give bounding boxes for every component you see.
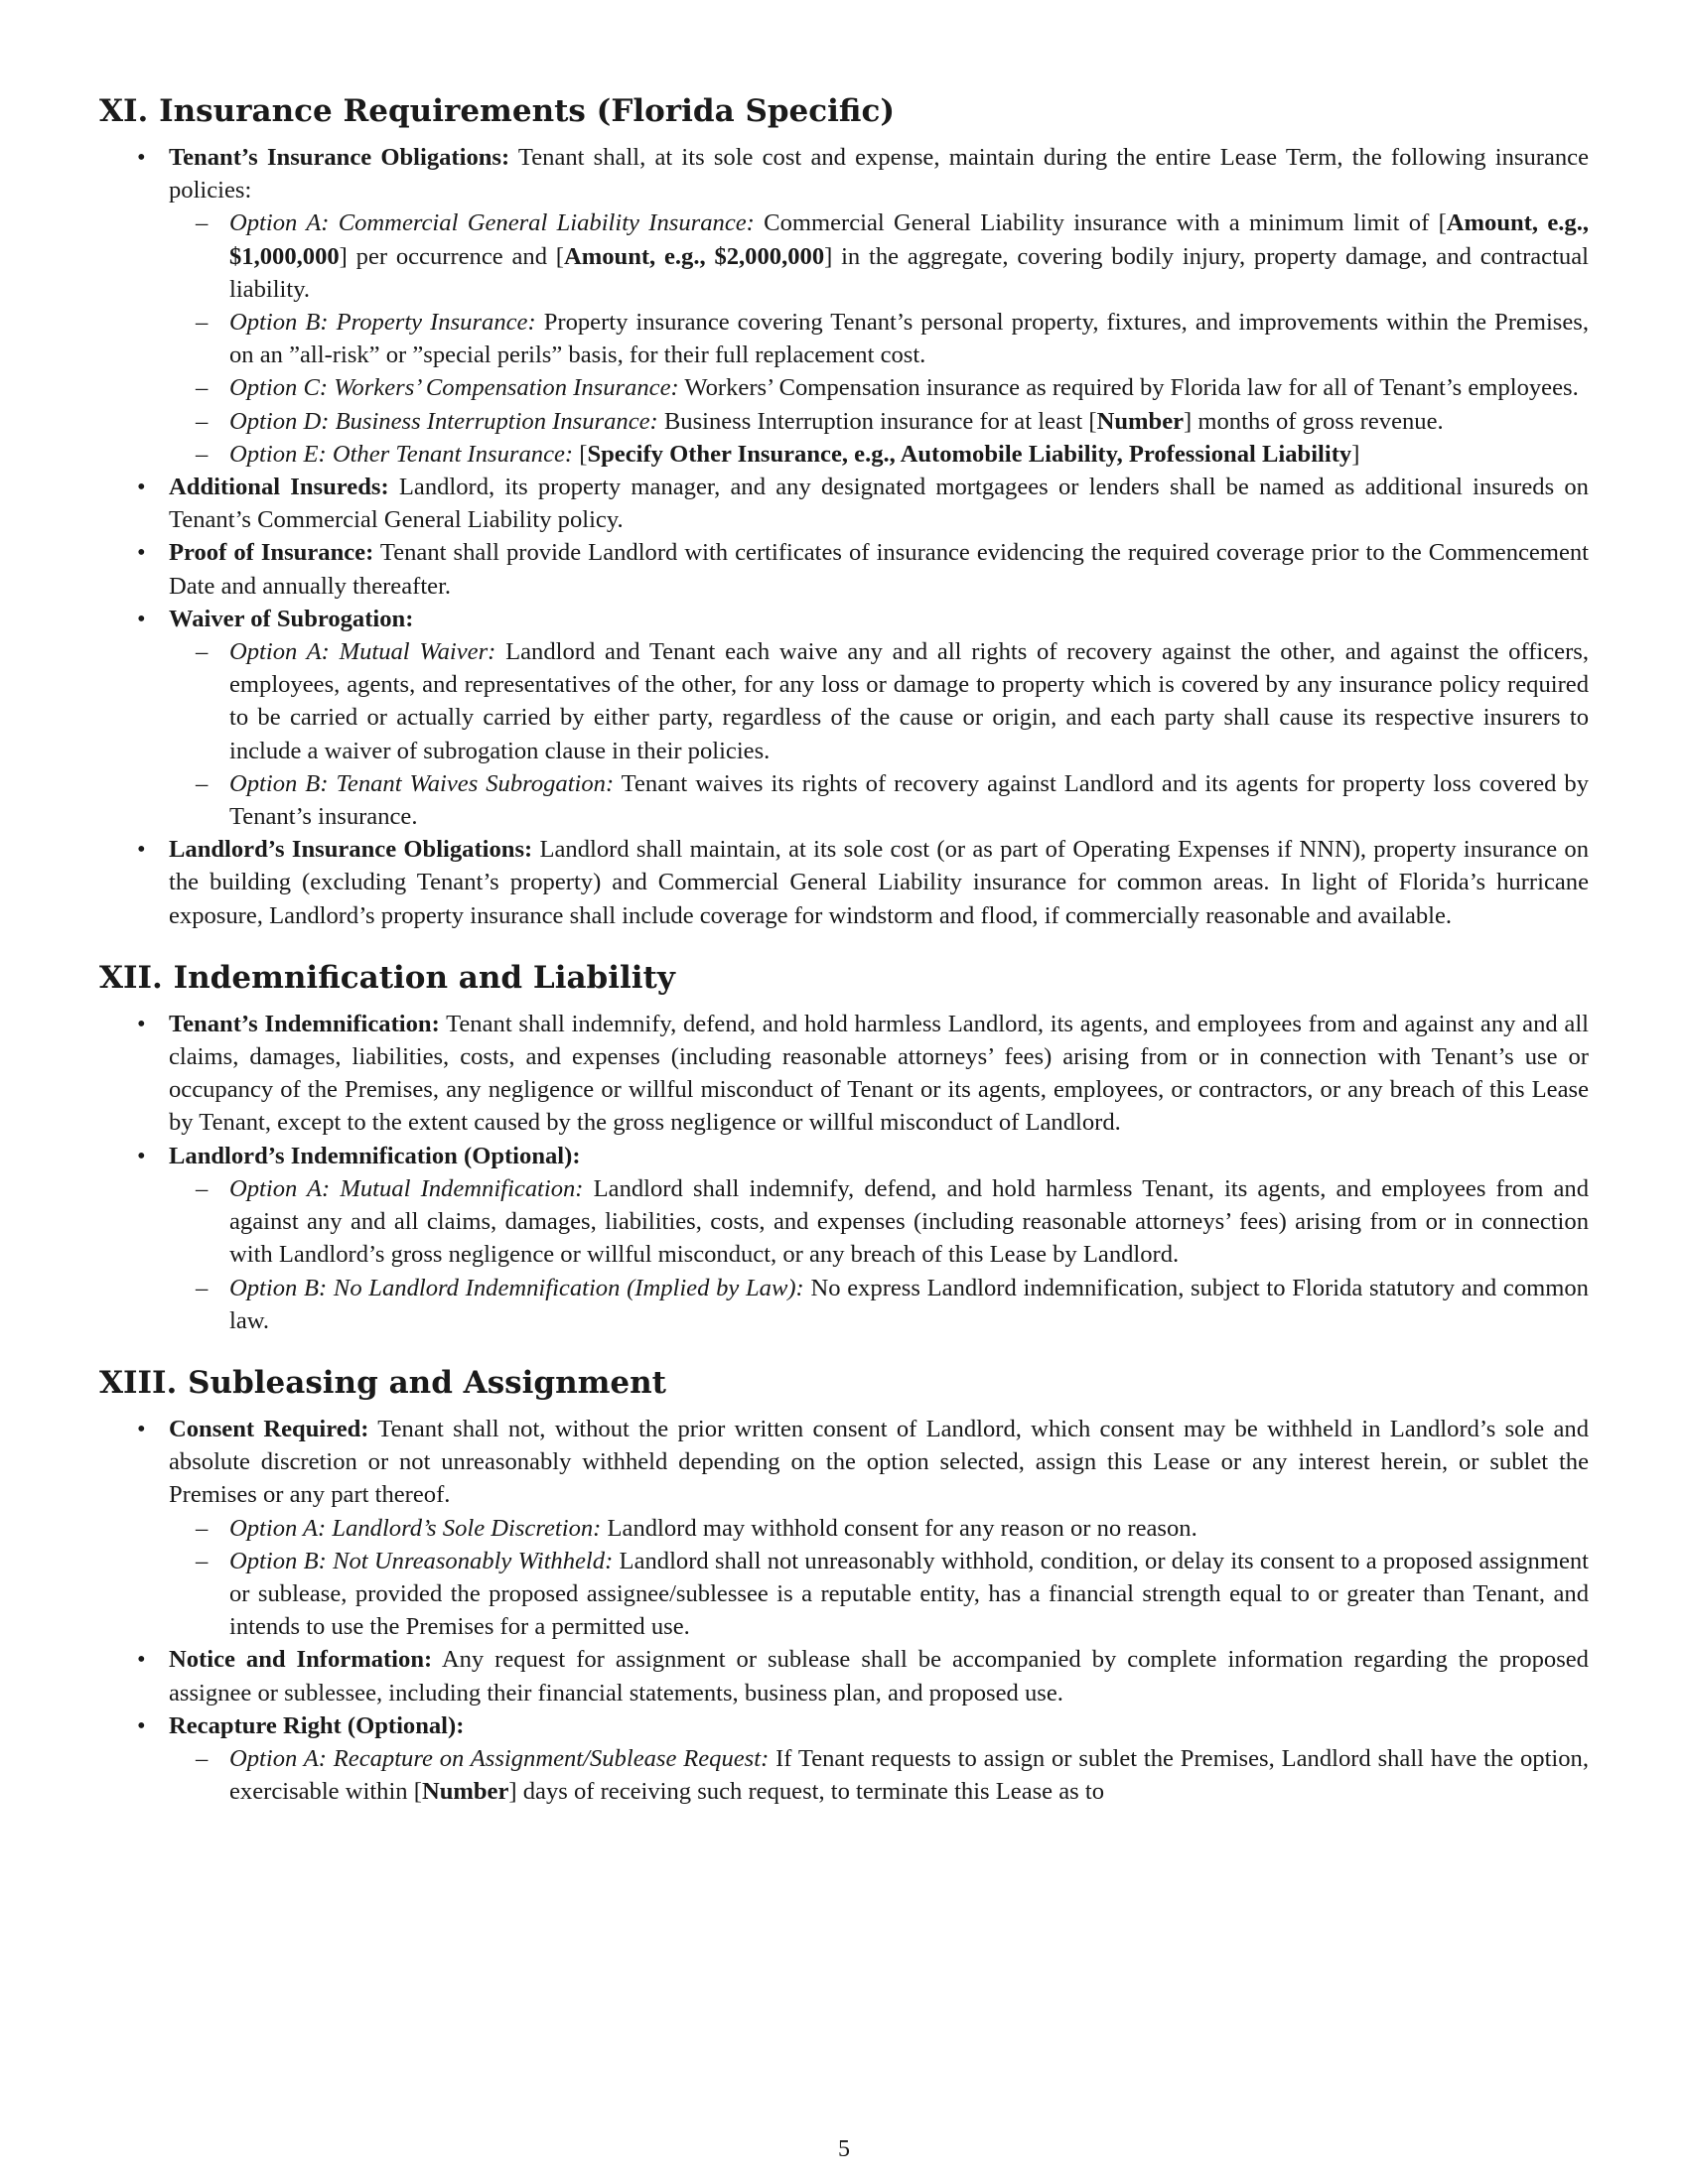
clause-label: Tenant’s Insurance Obligations: [169, 144, 510, 171]
clause-label: Additional Insureds: [169, 474, 389, 501]
clause-tenant-indemnification [99, 1008, 1589, 1140]
option-label: Option A: Mutual Indemnification: [229, 1174, 584, 1202]
option-item [169, 1272, 1589, 1337]
clause-text: Tenant shall provide Landlord with certificates of insurance evidencing the required coverage prior to the Commencement Date and annually thereafter. [169, 539, 1589, 600]
option-list [169, 1742, 1589, 1808]
option-text: Landlord and Tenant each waive any and all rights of recovery against the other, and against the officers, employees, agents, and representatives of the other, for any loss or damage to property which is covered by any insurance policy required to be carried or actually carried by either party, regardless of the cause or origin, and each party shall cause its respective insurers to include a waiver of subrogation clause in their policies. [229, 638, 1589, 764]
placeholder-amount: Amount, e.g., $1,000,000 [229, 209, 1589, 270]
clause-proof-of-insurance [99, 536, 1589, 602]
section-title-indemnification: XII. Indemnification and Liability [99, 959, 675, 996]
option-item [169, 306, 1589, 371]
option-text: Commercial General Liability insurance with a minimum limit of [ [754, 209, 1447, 237]
option-list [169, 1512, 1589, 1644]
clause-text: Tenant shall not, without the prior written consent of Landlord, which consent may be withheld in Landlord’s sole and absolute discretion or not unreasonably withheld depending on the option selected, assign this Lease or any interest herein, or sublet the Premises or any part thereof. [169, 1415, 1589, 1509]
placeholder-number: Number [1096, 407, 1185, 435]
option-text: ] months of gross revenue. [1184, 407, 1444, 435]
option-item [169, 371, 1589, 404]
option-text: No express Landlord indemnification, subject to Florida statutory and common law. [229, 1274, 1589, 1334]
clause-tenant-insurance-obligations [99, 141, 1589, 471]
clause-recapture-right [99, 1709, 1589, 1809]
option-item [169, 438, 1589, 471]
option-text: Tenant waives its rights of recovery against Landlord and its agents for property loss covered by Tenant’s insurance. [229, 769, 1589, 831]
option-item [169, 405, 1589, 438]
option-label: Option A: Mutual Waiver: [229, 638, 496, 666]
option-label: Option D: Business Interruption Insurance: [229, 407, 658, 435]
clause-text: Tenant shall, at its sole cost and expense, maintain during the entire Lease Term, the following insurance policies: [169, 144, 1589, 205]
clause-label: Notice and Information: [169, 1646, 433, 1674]
placeholder-amount: Amount, e.g., $2,000,000 [563, 242, 825, 270]
option-text: [ [573, 440, 588, 468]
option-list [169, 635, 1589, 833]
option-item [169, 1545, 1589, 1644]
clause-label: Landlord’s Indemnification (Optional): [169, 1142, 581, 1169]
option-label: Option B: Not Unreasonably Withheld: [229, 1547, 614, 1574]
clause-notice-and-information [99, 1643, 1589, 1708]
clause-text: Any request for assignment or sublease shall be accompanied by complete information regarding the proposed assignee or sublessee, including their financial statements, business plan, and proposed use. [169, 1646, 1589, 1706]
option-text: ] per occurrence and [ [339, 242, 564, 270]
option-label: Option A: Landlord’s Sole Discretion: [229, 1514, 602, 1542]
section-list-insurance [99, 141, 1589, 932]
section-list-indemnification [99, 1008, 1589, 1337]
option-item [169, 767, 1589, 833]
section-list-subleasing [99, 1413, 1589, 1808]
clause-text: Landlord shall maintain, at its sole cost (or as part of Operating Expenses if NNN), property insurance on the building (excluding Tenant’s property) and Commercial General Liability insurance for common areas. In light of Florida’s hurricane exposure, Landlord’s property insurance shall include coverage for windstorm and flood, if commercially reasonable and available. [169, 836, 1589, 929]
option-item [169, 1742, 1589, 1808]
option-label: Option B: No Landlord Indemnification (Implied by Law): [229, 1274, 804, 1301]
option-label: Option B: Tenant Waives Subrogation: [229, 769, 615, 797]
option-label: Option A: Commercial General Liability Insurance: [229, 209, 755, 237]
option-list [169, 206, 1589, 471]
option-item [169, 206, 1589, 306]
option-label: Option E: Other Tenant Insurance: [229, 440, 574, 468]
clause-label: Proof of Insurance: [169, 539, 374, 567]
option-text: Landlord shall not unreasonably withhold, condition, or delay its consent to a proposed assignment or sublease, provided the proposed assignee/sublessee is a reputable entity, has a financial strength equal to or greater than Tenant, and intends to use the Premises for a permitted use. [229, 1547, 1589, 1641]
option-label: Option A: Recapture on Assignment/Sublease Request: [229, 1744, 770, 1772]
option-text: ] in the aggregate, covering bodily injury, property damage, and contractual liability. [229, 242, 1589, 303]
clause-label: Landlord’s Insurance Obligations: [169, 836, 533, 864]
clause-label: Recapture Right (Optional): [169, 1711, 465, 1739]
option-text: ] days of receiving such request, to terminate this Lease as to [508, 1778, 1105, 1806]
option-item [169, 1512, 1589, 1545]
option-text: Property insurance covering Tenant’s personal property, fixtures, and improvements within the Premises, on an ”all-risk” or ”special perils” basis, for their full replacement cost. [229, 309, 1589, 369]
clause-landlord-indemnification [99, 1140, 1589, 1337]
section-title-subleasing: XIII. Subleasing and Assignment [99, 1364, 666, 1401]
section-title-insurance: XI. Insurance Requirements (Florida Specific) [99, 93, 895, 129]
option-text: Workers’ Compensation insurance as required by Florida law for all of Tenant’s employees. [678, 374, 1579, 402]
clause-label: Waiver of Subrogation: [169, 605, 414, 632]
placeholder-number: Number [421, 1778, 509, 1806]
option-text: If Tenant requests to assign or sublet the Premises, Landlord shall have the option, exercisable within [ [229, 1744, 1590, 1806]
clause-label: Consent Required: [169, 1415, 369, 1442]
option-label: Option C: Workers’ Compensation Insurance: [229, 374, 679, 402]
clause-text: Landlord, its property manager, and any designated mortgagees or lenders shall be named as additional insureds on Tenant’s Commercial General Liability policy. [169, 474, 1589, 534]
placeholder-other-insurance: Specify Other Insurance, e.g., Automobile Liability, Professional Liability [587, 440, 1352, 468]
clause-landlord-insurance-obligations [99, 833, 1589, 932]
option-text: Business Interruption insurance for at least [ [657, 407, 1097, 435]
clause-text: Tenant shall indemnify, defend, and hold harmless Landlord, its agents, and employees from and against any and all claims, damages, liabilities, costs, and expenses (including reasonable attorneys’ fees) arising from or in connection with Tenant’s use or occupancy of the Premises, any negligence or willful misconduct of Tenant or its agents, employees, or contractors, or any breach of this Lease by Tenant, except to the extent caused by the gross negligence or willful misconduct of Landlord. [169, 1010, 1590, 1137]
clause-consent-required [99, 1413, 1589, 1643]
document-page [99, 91, 1589, 1808]
option-text: ] [1351, 440, 1360, 468]
option-item [169, 1172, 1589, 1272]
clause-waiver-of-subrogation [99, 603, 1589, 833]
page-number: 5 [838, 2136, 850, 2162]
option-text: Landlord shall indemnify, defend, and hold harmless Tenant, its agents, and employees from and against any and all claims, damages, liabilities, costs, and expenses (including reasonable attorneys’ fees) arising from or in connection with Landlord’s gross negligence or willful misconduct, or any breach of this Lease by Landlord. [229, 1174, 1590, 1269]
clause-label: Tenant’s Indemnification: [169, 1010, 440, 1037]
option-text: Landlord may withhold consent for any reason or no reason. [601, 1514, 1197, 1542]
option-item [169, 635, 1589, 767]
clause-additional-insureds [99, 471, 1589, 536]
option-list [169, 1172, 1589, 1337]
option-label: Option B: Property Insurance: [229, 309, 536, 337]
